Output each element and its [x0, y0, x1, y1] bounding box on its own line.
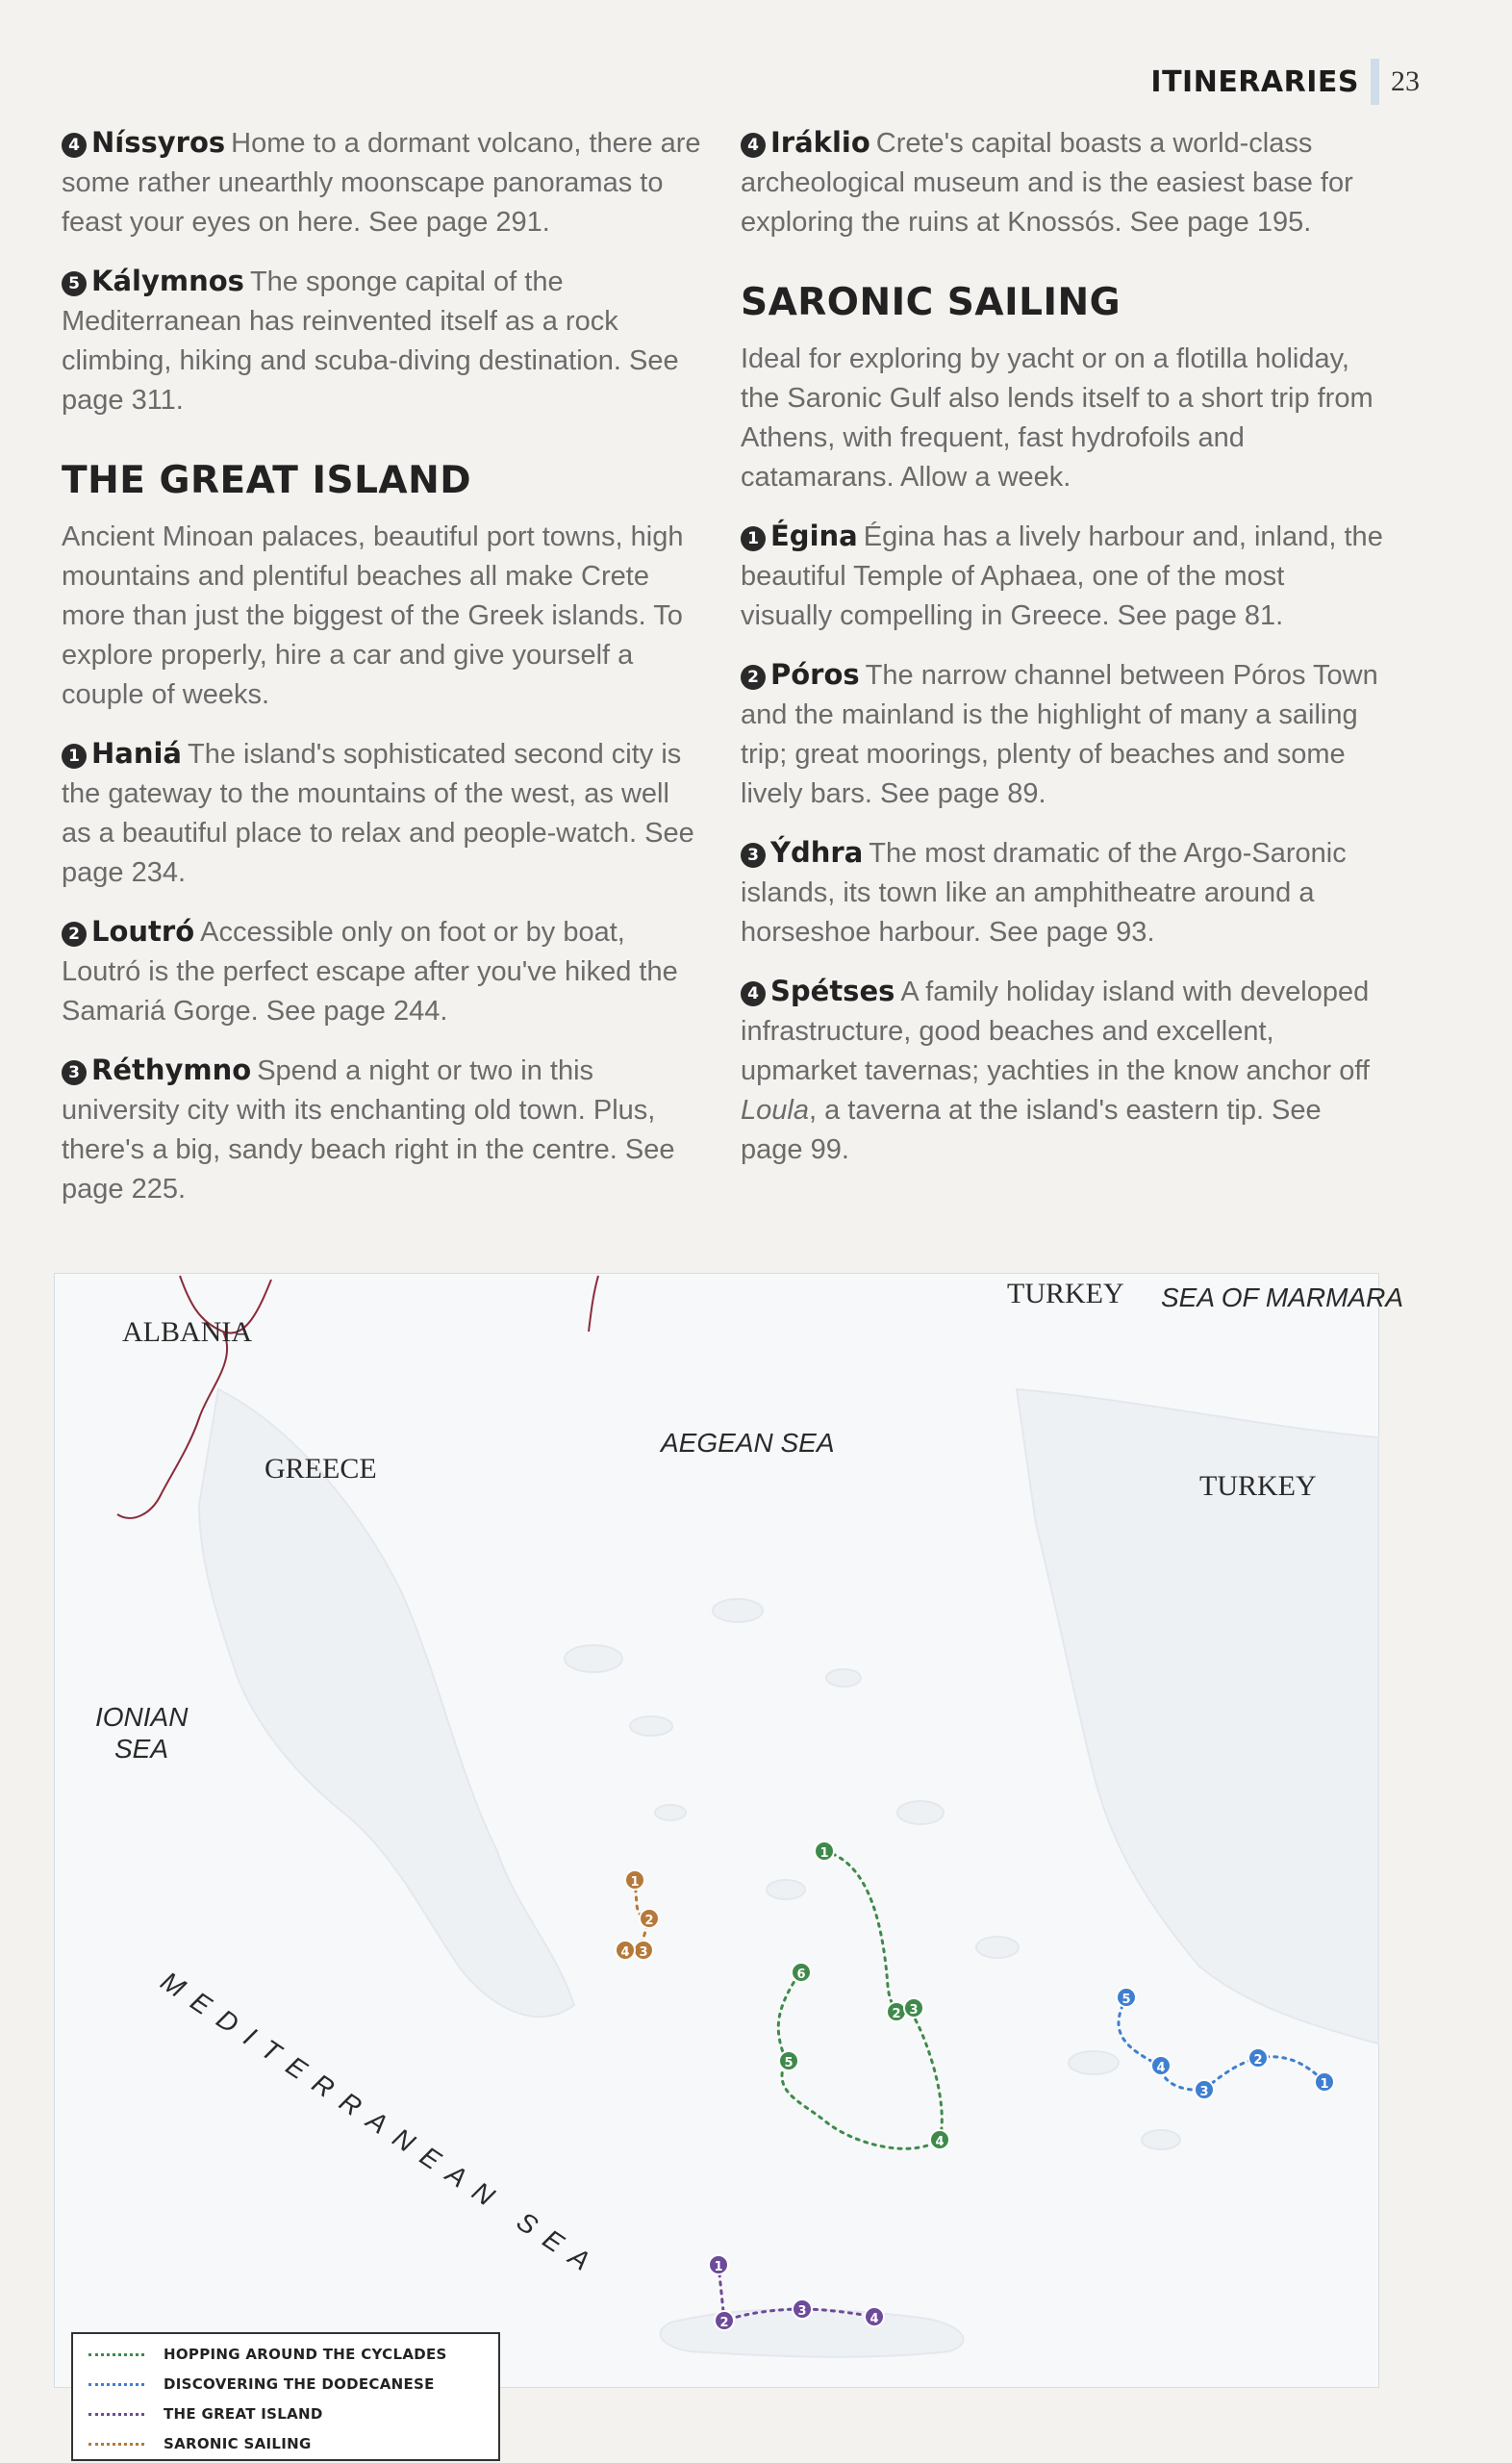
island — [976, 1937, 1019, 1958]
turkey-border — [589, 1276, 598, 1332]
legend-item-dodecanese — [88, 2370, 435, 2399]
description-italic: Loula — [741, 1095, 809, 1126]
marker-icon: 1 — [62, 744, 87, 769]
place-description: Égina has a lively harbour and, inland, the beautiful Temple of Aphaea, one of the most visually compelling in Greece. See page 81. — [741, 521, 1383, 631]
entry-iraklio — [741, 123, 1383, 242]
legend-line-swatch — [88, 2413, 144, 2416]
map-label-turkey-north: TURKEY — [1007, 1278, 1124, 1309]
turkey-coast — [1017, 1389, 1378, 2044]
page-number: 23 — [1391, 65, 1420, 97]
section-intro: Ancient Minoan palaces, beautiful port towns, high mountains and plentiful beaches all make Crete more than just the biggest of the Greek islands. To explore properly, hire a car and give yourself a couple of weeks. — [62, 521, 684, 710]
header-divider — [1371, 59, 1379, 105]
marker-label: 4 — [935, 2135, 945, 2149]
place-name: Réthymno — [91, 1054, 252, 1086]
description-part: , a taverna at the island's eastern tip. See page 99. — [741, 1095, 1322, 1165]
place-name: Égina — [770, 520, 858, 552]
legend-item-cyclades — [88, 2340, 447, 2369]
island — [713, 1599, 763, 1622]
place-description: The narrow channel between Póros Town and the mainland is the highlight of many a sailing trip; great moorings, plenty of beaches and some lively bars. See page 89. — [741, 660, 1378, 809]
marker-label: 4 — [1156, 2061, 1166, 2075]
marker-label: 1 — [819, 1846, 829, 1861]
place-description: Accessible only on foot or by boat, Loutró is the perfect escape after you've hiked the Samariá Gorge. See page 244. — [62, 917, 678, 1027]
island — [1069, 2051, 1119, 2074]
map-label-greece: GREECE — [265, 1453, 377, 1485]
marker-label: 1 — [630, 1875, 640, 1890]
legend-label: THE GREAT ISLAND — [164, 2405, 323, 2423]
place-description: The island's sophisticated second city is the gateway to the mountains of the west, as well as a beautiful place to relax and people-watch. See page 234. — [62, 739, 694, 888]
legend-item-saronic — [88, 2429, 312, 2458]
place-description: Crete's capital boasts a world-class archeological museum and is the easiest base for exploring the ruins at Knossós. See page 195. — [741, 128, 1353, 238]
place-name: Spétses — [770, 975, 895, 1007]
map-label-sea-of-marmara: SEA OF MARMARA — [1161, 1282, 1404, 1312]
marker-label: 1 — [1320, 2077, 1329, 2092]
marker-icon: 1 — [741, 526, 766, 551]
legend-label: DISCOVERING THE DODECANESE — [164, 2375, 435, 2393]
place-description: Spend a night or two in this university city with its enchanting old town. Plus, there's a big, sandy beach right in the centre. See page 225. — [62, 1055, 675, 1205]
marker-label: 3 — [639, 1945, 648, 1960]
section-heading-saronic-sailing: SARONIC SAILING — [741, 281, 1121, 324]
island — [767, 1880, 805, 1899]
landmass-shading — [199, 1389, 1378, 2357]
section-title: ITINERARIES — [1150, 64, 1359, 99]
island — [826, 1669, 861, 1687]
island — [897, 1801, 944, 1824]
map-label-turkey-east: TURKEY — [1199, 1470, 1317, 1502]
marker-icon: 4 — [741, 133, 766, 158]
entry-rethymno — [62, 1051, 706, 1209]
place-name: Iráklio — [770, 126, 870, 159]
marker-label: 5 — [784, 2056, 794, 2070]
marker-icon: 5 — [62, 271, 87, 296]
island — [1142, 2130, 1180, 2149]
place-name: Loutró — [91, 915, 195, 948]
island — [630, 1716, 672, 1736]
place-name: Kálymnos — [91, 265, 244, 297]
entry-egina — [741, 517, 1383, 636]
marker-label: 1 — [714, 2260, 723, 2274]
map-label-aegean-sea: AEGEAN SEA — [661, 1428, 835, 1458]
place-name: Póros — [770, 658, 860, 691]
place-description: The sponge capital of the Mediterranean has reinvented itself as a rock climbing, hiking and scuba-diving destination. See page 311. — [62, 267, 679, 416]
entry-hania — [62, 734, 706, 893]
legend-label: SARONIC SAILING — [164, 2435, 312, 2452]
marker-label: 2 — [1253, 2053, 1263, 2068]
description-part: A family holiday island with developed infrastructure, good beaches and excellent, upmarket tavernas; yachties in the know anchor off — [741, 977, 1370, 1086]
island — [655, 1805, 686, 1820]
marker-label: 2 — [892, 2007, 901, 2021]
marker-label: 2 — [644, 1914, 654, 1928]
marker-label: 6 — [796, 1968, 806, 1982]
marker-label: 3 — [909, 2003, 919, 2018]
section-intro: Ideal for exploring by yacht or on a flotilla holiday, the Saronic Gulf also lends itself to a short trip from Athens, with frequent, fast hydrofoils and catamarans. Allow a week. — [741, 343, 1373, 493]
place-description: The most dramatic of the Argo-Saronic islands, its town like an amphitheatre around a horseshoe harbour. See page 93. — [741, 838, 1347, 948]
entry-ydhra — [741, 833, 1383, 952]
section-heading-great-island: THE GREAT ISLAND — [62, 459, 472, 502]
island — [565, 1645, 622, 1672]
marker-icon: 2 — [62, 922, 87, 947]
marker-icon: 4 — [741, 981, 766, 1006]
marker-label: 2 — [719, 2316, 729, 2330]
markers-saronic — [616, 1870, 659, 1960]
place-name: Haniá — [91, 737, 182, 770]
crete — [661, 2309, 964, 2357]
map-label-ionian-line1: IONIAN — [95, 1702, 189, 1732]
marker-icon: 3 — [741, 843, 766, 868]
place-name: Ýdhra — [770, 836, 864, 869]
map-label-ionian-line2: SEA — [114, 1734, 169, 1764]
map-legend — [71, 2332, 500, 2461]
map-label-albania: ALBANIA — [122, 1316, 252, 1348]
entry-loutro — [62, 912, 706, 1031]
map-label-mediterranean-sea: MEDITERRANEAN SEA — [155, 1966, 607, 2284]
legend-line-swatch — [88, 2443, 144, 2446]
marker-label: 3 — [1199, 2085, 1209, 2099]
left-column — [62, 123, 706, 1229]
marker-label: 4 — [620, 1945, 630, 1960]
marker-icon: 2 — [741, 665, 766, 690]
entry-poros — [741, 655, 1383, 814]
entry-spetses — [741, 972, 1383, 1170]
entry-nissyros — [62, 123, 706, 242]
marker-label: 5 — [1121, 1993, 1131, 2007]
legend-label: HOPPING AROUND THE CYCLADES — [164, 2346, 447, 2363]
entry-kalymnos — [62, 262, 706, 420]
mainland-greece — [199, 1389, 574, 2017]
place-description: Home to a dormant volcano, there are some rather unearthly moonscape panoramas to feast your eyes on here. See page 291. — [62, 128, 701, 238]
marker-icon: 3 — [62, 1060, 87, 1085]
legend-line-swatch — [88, 2353, 144, 2356]
page-header — [1150, 58, 1420, 106]
place-name: Níssyros — [91, 126, 226, 159]
legend-line-swatch — [88, 2383, 144, 2386]
marker-label: 3 — [797, 2304, 807, 2319]
itinerary-map — [54, 1273, 1404, 2452]
marker-label: 4 — [869, 2312, 879, 2326]
marker-icon: 4 — [62, 133, 87, 158]
legend-item-great-island — [88, 2400, 323, 2428]
map-canvas — [55, 1274, 1404, 2387]
right-column — [741, 123, 1383, 1189]
